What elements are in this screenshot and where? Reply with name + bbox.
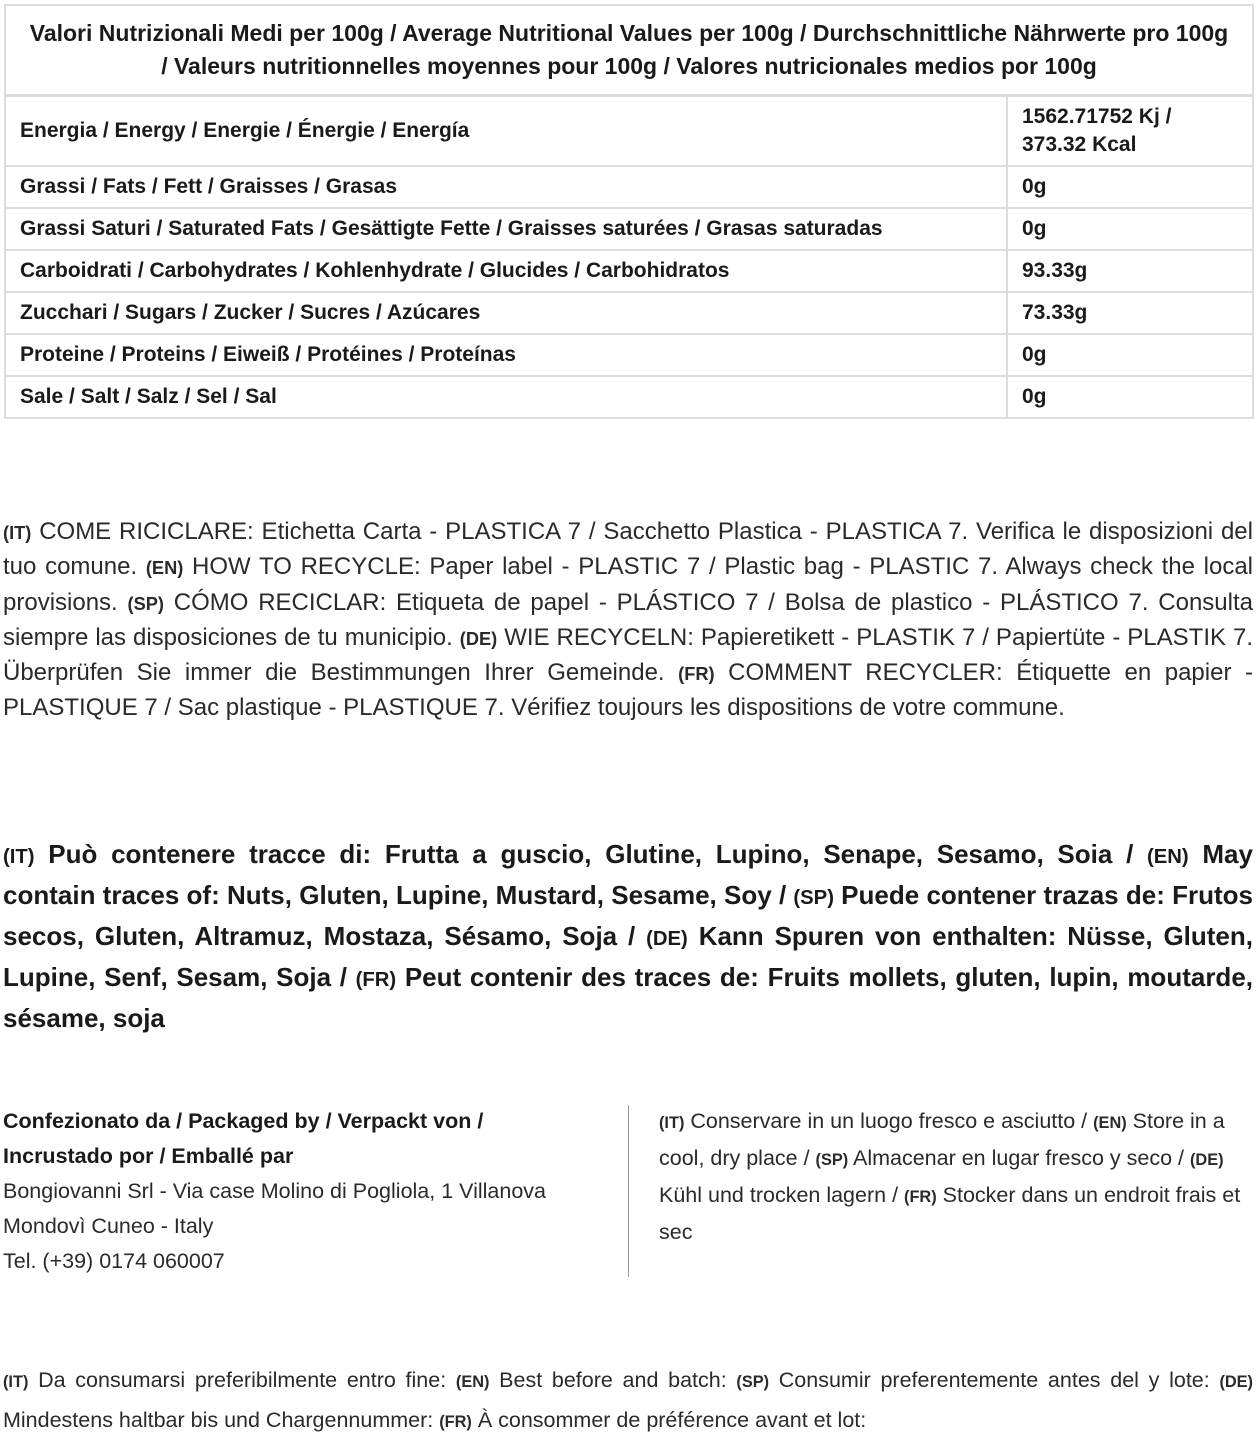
- lang-code: (EN): [1147, 846, 1189, 868]
- nutrient-label: Zucchari / Sugars / Zucker / Sucres / Azúcares: [5, 292, 1007, 334]
- allergen-text-en: May contain traces of: Nuts, Gluten, Lupine, Mustard, Sesame, Soy /: [3, 839, 1253, 910]
- storage-instructions: [659, 1104, 1255, 1250]
- allergen-text-it: Può contenere tracce di: Frutta a guscio, Glutine, Lupino, Senape, Sesamo, Soia /: [34, 839, 1148, 869]
- allergen-text-fr: Peut contenir des traces de: Fruits mollets, gluten, lupin, moutarde, sésame, soja: [3, 962, 1254, 1033]
- lang-code: (IT): [3, 846, 35, 868]
- lang-code: (EN): [455, 1373, 490, 1391]
- allergen-text-sp: Puede contener trazas de: Frutos secos, Gluten, Altramuz, Mostaza, Sésamo, Soja /: [3, 880, 1253, 951]
- best-before-text-fr: À consommer de préférence avant et lot:: [471, 1408, 867, 1432]
- nutrient-label: Energia / Energy / Energie / Énergie / Energía: [5, 96, 1007, 167]
- nutrient-value: 0g: [1007, 208, 1253, 250]
- lang-code: (EN): [1093, 1114, 1127, 1132]
- nutrient-value: 93.33g: [1007, 250, 1253, 292]
- nutrient-label: Grassi Saturi / Saturated Fats / Gesättigte Fette / Graisses saturées / Grasas saturadas: [5, 208, 1007, 250]
- nutrition-row-saturated-fats: [5, 208, 1253, 250]
- best-before-info: [3, 1361, 1253, 1441]
- nutrition-table: [4, 4, 1254, 419]
- allergen-warning: [3, 835, 1253, 1037]
- lang-code: (IT): [3, 1373, 29, 1391]
- best-before-text-sp: Consumir preferentemente antes del y lote:: [769, 1368, 1220, 1392]
- packager-address-line2: Mondovì Cuneo - Italy: [3, 1214, 214, 1238]
- nutrition-row-proteins: [5, 334, 1253, 376]
- packager-label-line2: Incrustado por / Emballé par: [3, 1144, 294, 1168]
- allergen-text-de: Kann Spuren von enthalten: Nüsse, Gluten, Lupine, Senf, Sesam, Soja /: [3, 921, 1253, 992]
- nutrient-value: 0g: [1007, 166, 1253, 208]
- lang-code: (DE): [646, 928, 688, 950]
- packager-label-line1: Confezionato da / Packaged by / Verpackt von /: [3, 1109, 484, 1133]
- nutrition-row-sugars: [5, 292, 1253, 334]
- nutrient-label: Sale / Salt / Salz / Sel / Sal: [5, 376, 1007, 418]
- storage-text-de: Kühl und trocken lagern /: [659, 1183, 905, 1207]
- storage-text-en: Store in a cool, dry place /: [659, 1109, 1225, 1170]
- nutrient-value: 0g: [1007, 376, 1253, 418]
- lang-code: (IT): [659, 1114, 685, 1132]
- nutrient-label: Proteine / Proteins / Eiweiß / Protéines / Proteínas: [5, 334, 1007, 376]
- recycling-text-en: HOW TO RECYCLE: Paper label - PLASTIC 7 / Plastic bag - PLASTIC 7. Always check the local provisions.: [3, 553, 1254, 616]
- lang-code: (FR): [355, 969, 397, 991]
- best-before-text-en: Best before and batch:: [489, 1368, 737, 1392]
- packager-phone: Tel. (+39) 0174 060007: [3, 1249, 225, 1273]
- lang-code: (SP): [127, 592, 164, 614]
- nutrition-row-carbohydrates: [5, 250, 1253, 292]
- lang-code: (DE): [1189, 1151, 1224, 1169]
- packager-address-line1: Bongiovanni Srl - Via case Molino di Pogliola, 1 Villanova: [3, 1179, 547, 1203]
- lang-code: (FR): [678, 663, 715, 685]
- lang-code: (FR): [904, 1188, 937, 1206]
- recycling-text-de: WIE RECYCELN: Papieretikett - PLASTIK 7 / Papiertüte - PLASTIK 7. Überprüfen Sie immer die Bestimmungen Ihrer Gemeinde.: [3, 623, 1253, 687]
- lang-code: (EN): [145, 557, 184, 579]
- column-divider: [628, 1105, 629, 1277]
- storage-text-sp: Almacenar en lugar fresco y seco /: [848, 1146, 1190, 1170]
- recycling-instructions: [3, 515, 1253, 726]
- nutrient-label: Grassi / Fats / Fett / Graisses / Grasas: [5, 166, 1007, 208]
- lang-code: (DE): [459, 627, 498, 649]
- best-before-text-de: Mindestens haltbar bis und Chargennummer:: [3, 1408, 440, 1432]
- recycling-text-it: COME RICICLARE: Etichetta Carta - PLASTICA 7 / Sacchetto Plastica - PLASTICA 7. Verifica le disposizioni del tuo comune.: [3, 518, 1253, 581]
- lang-code: (IT): [3, 522, 32, 543]
- nutrition-row-salt: [5, 376, 1253, 418]
- recycling-text-sp: CÓMO RECICLAR: Etiqueta de papel - PLÁSTICO 7 / Bolsa de plastico - PLÁSTICO 7. Consulta siempre las disposiciones de tu municipio.: [3, 588, 1253, 651]
- lang-code: (SP): [793, 887, 834, 909]
- nutrient-value: 1562.71752 Kj / 373.32 Kcal: [1007, 96, 1253, 167]
- nutrient-value: 0g: [1007, 334, 1253, 376]
- best-before-text-it: Da consumarsi preferibilmente entro fine:: [28, 1368, 456, 1392]
- recycling-text-fr: COMMENT RECYCLER: Étiquette en papier - PLASTIQUE 7 / Sac plastique - PLASTIQUE 7. Vérifiez toujours les dispositions de votre commune.: [3, 659, 1253, 722]
- lang-code: (SP): [815, 1151, 849, 1169]
- nutrient-value: 73.33g: [1007, 292, 1253, 334]
- nutrition-row-energy: [5, 96, 1253, 167]
- lang-code: (FR): [439, 1413, 472, 1431]
- storage-text-it: Conservare in un luogo fresco e asciutto /: [684, 1109, 1094, 1133]
- lang-code: (SP): [736, 1373, 770, 1391]
- nutrition-row-fats: [5, 166, 1253, 208]
- nutrition-table-title: Valori Nutrizionali Medi per 100g / Average Nutritional Values per 100g / Durchschnittliche Nährwerte pro 100g / Valeurs nutritionnelles moyennes pour 100g / Valores nutricionales medios por 100g: [5, 5, 1253, 96]
- nutrient-label: Carboidrati / Carbohydrates / Kohlenhydrate / Glucides / Carbohidratos: [5, 250, 1007, 292]
- storage-text-fr: Stocker dans un endroit frais et sec: [659, 1183, 1241, 1244]
- lang-code: (DE): [1219, 1373, 1253, 1391]
- packager-info: [3, 1104, 603, 1279]
